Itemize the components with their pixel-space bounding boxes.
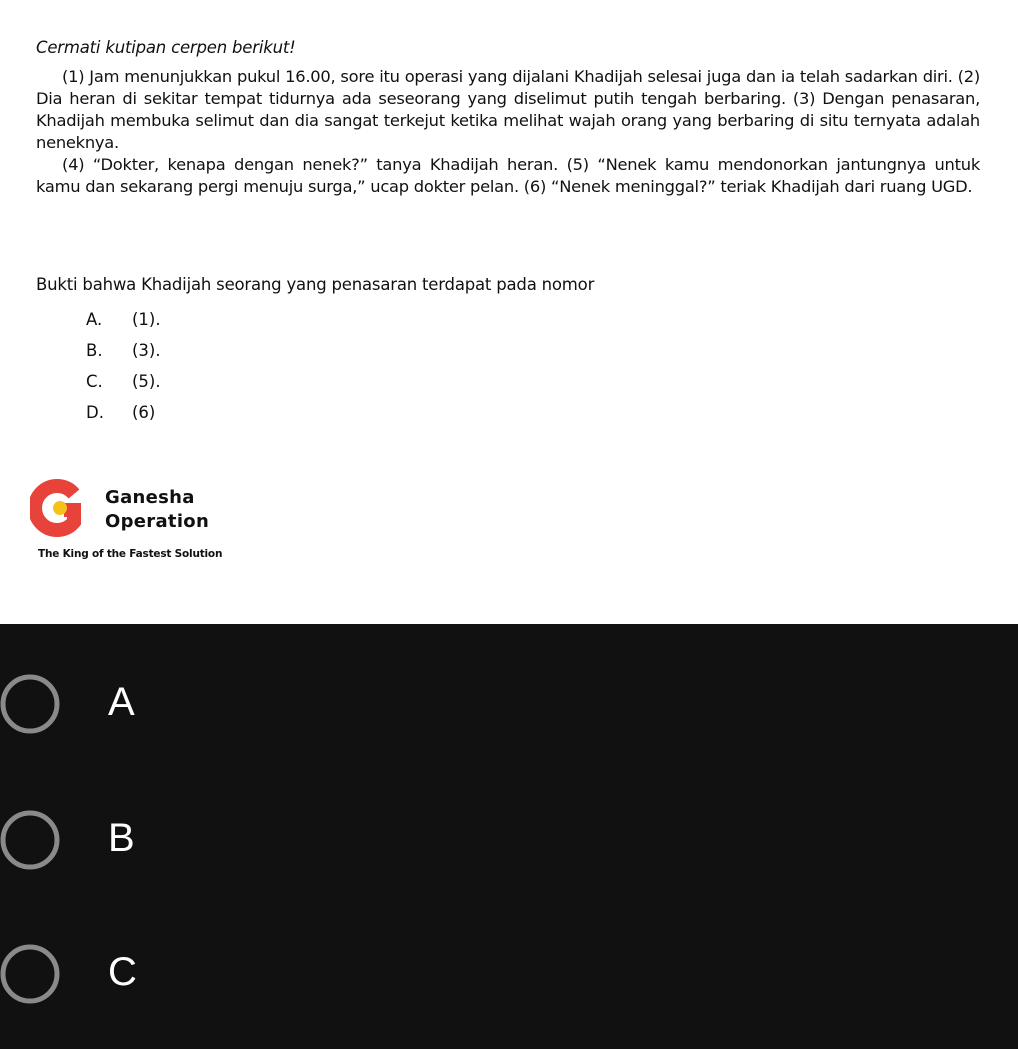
option-a xyxy=(86,310,161,329)
option-c xyxy=(86,372,161,391)
option-d xyxy=(86,403,155,422)
radio-unchecked-icon[interactable] xyxy=(0,806,64,870)
answer-choice-c[interactable] xyxy=(0,940,600,1030)
question-text: Bukti bahwa Khadijah seorang yang penasaran terdapat pada nomor xyxy=(36,275,595,294)
answer-choice-a[interactable] xyxy=(0,670,600,760)
option-c-letter: C. xyxy=(86,372,103,391)
answer-choice-b[interactable] xyxy=(0,806,600,896)
logo-line-2: Operation xyxy=(105,511,210,532)
radio-unchecked-icon[interactable] xyxy=(0,670,64,734)
option-d-text: (6) xyxy=(132,403,156,422)
option-b-text: (3). xyxy=(132,341,161,360)
radio-unchecked-icon[interactable] xyxy=(0,940,64,1004)
answer-choice-a-label: A xyxy=(108,680,135,724)
story-passage xyxy=(36,66,980,198)
ganesha-logo-icon xyxy=(30,478,98,538)
logo-wordmark xyxy=(105,486,209,534)
option-a-text: (1). xyxy=(132,310,161,329)
answer-choice-c-label: C xyxy=(108,950,137,994)
answer-choice-b-label: B xyxy=(108,816,135,860)
option-b-letter: B. xyxy=(86,341,103,360)
instruction-text: Cermati kutipan cerpen berikut! xyxy=(36,38,296,57)
option-c-text: (5). xyxy=(132,372,161,391)
logo-tagline: The King of the Fastest Solution xyxy=(38,548,223,560)
passage-paragraph-1: (1) Jam menunjukkan pukul 16.00, sore itu operasi yang dijalani Khadijah selesai juga dan ia telah sadarkan diri. (2) Dia heran di sekitar tempat tidurnya ada seseorang yang diselimut putih tengah berbaring. (3) Dengan penasaran, Khadijah membuka selimut dan dia sangat terkejut ketika melihat wajah orang yang berbaring di situ ternyata adalah neneknya. xyxy=(36,67,980,152)
logo-line-1: Ganesha xyxy=(105,487,195,508)
option-d-letter: D. xyxy=(86,403,104,422)
option-b xyxy=(86,341,161,360)
passage-paragraph-2: (4) “Dokter, kenapa dengan nenek?” tanya Khadijah heran. (5) “Nenek kamu mendonorkan jantungnya untuk kamu dan sekarang pergi menuju surga,” ucap dokter pelan. (6) “Nenek meninggal?” teriak Khadijah dari ruang UGD. xyxy=(36,155,980,196)
option-a-letter: A. xyxy=(86,310,103,329)
